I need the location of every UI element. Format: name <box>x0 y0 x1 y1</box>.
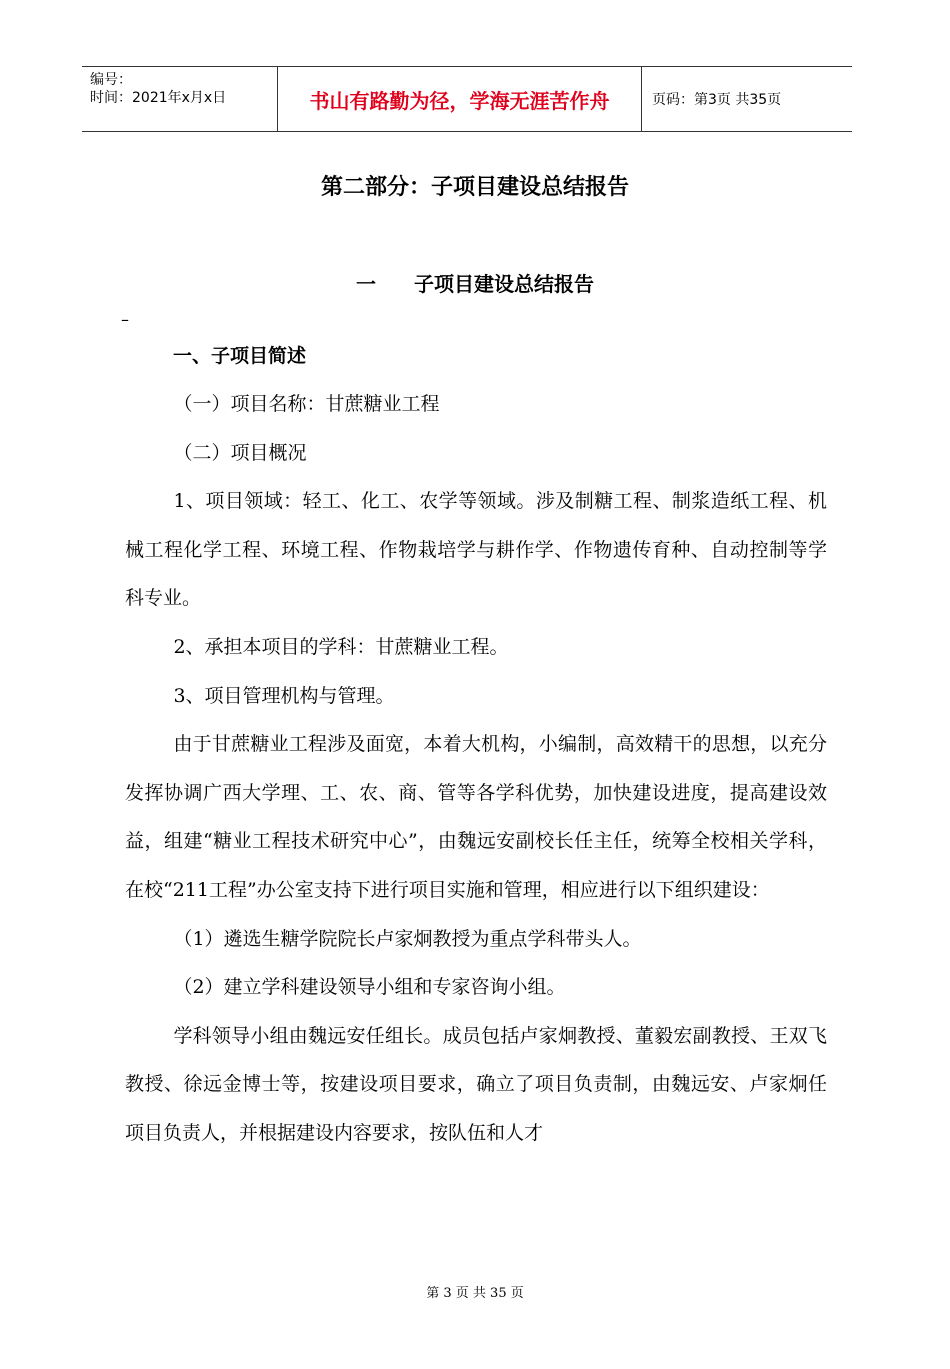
page-footer: 第 3 页 共 35 页 <box>426 1286 524 1301</box>
subtitle-text: 子项目建设总结报告 <box>414 272 594 296</box>
subtitle-number: 一 <box>356 272 376 296</box>
section-subtitle <box>0 268 950 297</box>
paragraph: （1）遴选生糖学院院长卢家炯教授为重点学科带头人。 <box>173 927 642 950</box>
paragraph: 1、项目领域：轻工、化工、农学等领域。涉及制糖工程、制浆造纸工程、机械工程化学工程、环境工程、作物栽培学与耕作学、作物遗传育种、自动控制等学科专业。 <box>125 490 827 610</box>
body-text <box>125 380 827 1158</box>
paragraph: 学科领导小组由魏远安任组长。成员包括卢家炯教授、董毅宏副教授、王双飞教授、徐远金博士等，按建设项目要求，确立了项目负责制，由魏远安、卢家炯任项目负责人，并根据建设内容要求，按队伍和人才 <box>125 1024 827 1144</box>
paragraph: （一）项目名称：甘蔗糖业工程 <box>173 393 440 415</box>
paragraph: 由于甘蔗糖业工程涉及面宽，本着大机构，小编制，高效精干的思想，以充分发挥协调广西大学理、工、农、商、管等各学科优势，加快建设进度，提高建设效益，组建“糖业工程技术研究中心”，由魏远安副校长任主任，统筹全校相关学科，在校“211工程”办公室支持下进行项目实施和管理，相应进行以下组织建设： <box>125 733 827 901</box>
paragraph: 3、项目管理机构与管理。 <box>173 684 395 707</box>
document-date: 时间：2021年x月x日 <box>90 90 227 106</box>
stray-dash: – <box>121 310 129 329</box>
section-heading: 一、子项目简述 <box>173 345 307 367</box>
page-header <box>82 66 852 132</box>
header-meta <box>82 67 278 131</box>
paragraph: （2）建立学科建设领导小组和专家咨询小组。 <box>173 976 566 999</box>
paragraph: 2、承担本项目的学科：甘蔗糖业工程。 <box>173 635 509 658</box>
document-number-label: 编号： <box>90 72 132 88</box>
paragraph: （二）项目概况 <box>173 441 307 464</box>
header-page-info: 页码：第3页 共35页 <box>652 92 782 108</box>
page-title: 第二部分：子项目建设总结报告 <box>320 175 629 200</box>
header-motto: 书山有路勤为径，学海无涯苦作舟 <box>278 67 642 131</box>
